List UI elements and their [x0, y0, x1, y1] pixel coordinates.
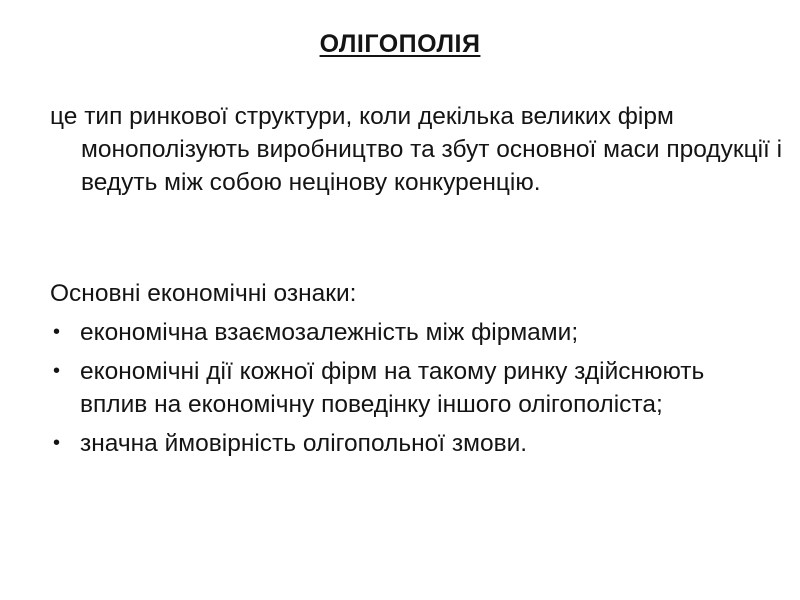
bullet-icon: • [53, 432, 61, 454]
feature-text: економічні дії кожної фірм на такому ринку здійснюють вплив на економічну поведінку іншого олігополіста; [80, 358, 705, 418]
list-item [50, 355, 740, 421]
bullet-icon: • [53, 360, 61, 382]
bullet-icon: • [53, 321, 61, 343]
definition-paragraph: це тип ринкової структури, коли декілька великих фірм монополізують виробництво та збут основної маси продукції і ведуть між собою нецінову конкуренцію. [50, 103, 783, 196]
feature-text: економічна взаємозалежність між фірмами; [80, 319, 579, 346]
list-item [50, 316, 740, 349]
features-list [50, 316, 740, 466]
list-item [50, 427, 740, 460]
feature-text: значна ймовірність олігопольної змови. [80, 430, 528, 457]
slide-title: ОЛІГОПОЛІЯ [319, 30, 481, 58]
features-heading: Основні економічні ознаки: [50, 280, 357, 307]
